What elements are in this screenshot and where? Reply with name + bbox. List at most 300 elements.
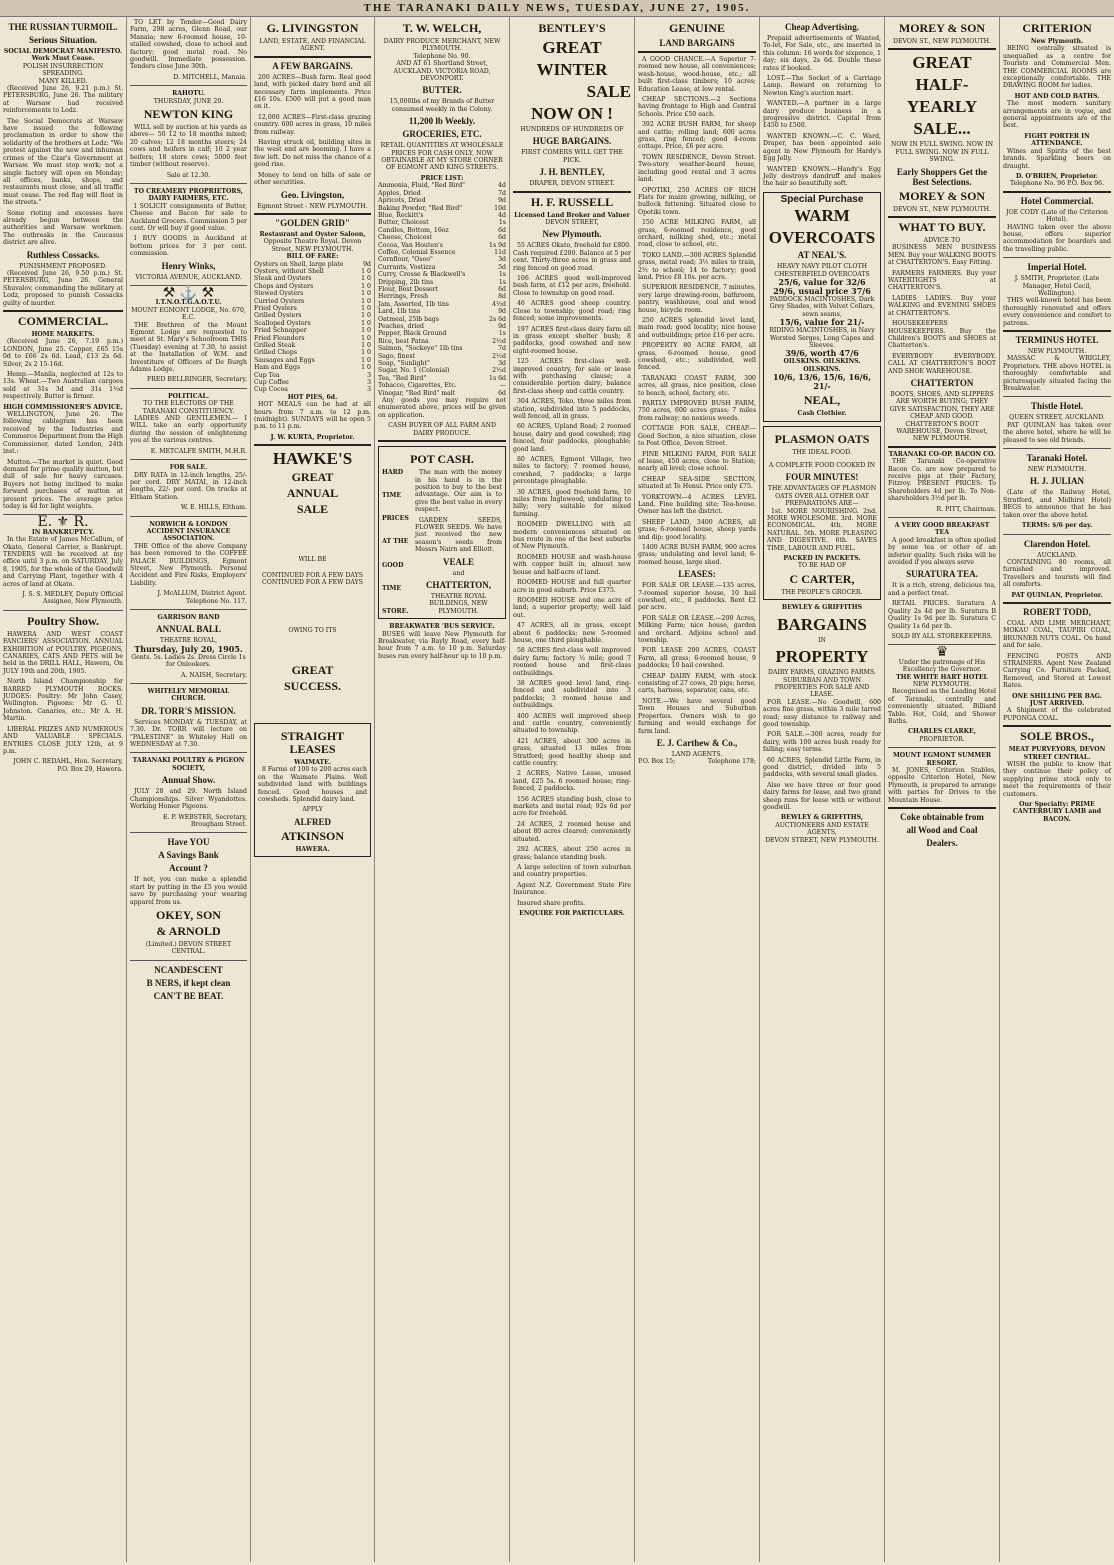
advertiser-title: THE PEOPLE'S GROCER. — [781, 588, 863, 596]
property-listing: OPOTIKI, 250 ACRES OF RICH Flats for maize growing, milking, or bullock fattening. Situated close to Opotiki town. — [638, 186, 756, 216]
advertiser-name: BENTLEY'S — [538, 21, 606, 35]
sale-heading: YEARLY — [906, 97, 978, 117]
lodge-heading: I.T.N.O.T.G.A.O.T.U. — [155, 299, 222, 307]
sale-text: OWING TO ITS — [288, 626, 337, 634]
item-name: Sugar, No. 1 (Colonial) — [378, 367, 450, 375]
price-item — [378, 264, 506, 271]
property-listing: 1400 ACRE BUSH FARM, 900 acres grass; undulating and level land; 6-roomed house, large shed. — [638, 543, 756, 566]
column-carthew — [635, 17, 760, 1562]
ad-heading: RAHOTU. — [172, 90, 205, 98]
item-name: Oatmeal, 25lb bags — [378, 315, 439, 323]
ad-body: THE Taranaki Co-operative Bacon Co. are now prepared to receive pigs at their Factory, Fitzroy. PRESENT PRICES: To Shareholders 4d per lb. To Non-shareholders 3½d per lb. — [888, 458, 996, 503]
item-price: 1 0 — [361, 349, 371, 357]
column-news — [0, 17, 127, 1562]
ad-body: A Shipment of the celebrated PUPONGA COAL. — [1003, 707, 1111, 722]
signature: E. METCALFE SMITH, M.H.R. — [150, 447, 247, 455]
ad-body: 1st. MORE NOURISHING. 2nd. MORE WHOLESOME. 3rd. MORE ECONOMICAL. 4th. MORE NATURAL. 5th. MORE PLEASING AND DIGESTIVE. 6th. SAVES TIME, LABOUR AND FUEL. — [767, 507, 877, 552]
section-heading: Cheap Advertising. — [784, 22, 859, 32]
ad-body: PADDOCK MACINTOSHES, Dark Grey Shades, with Velvet Collars, sewn seams, — [769, 295, 875, 318]
property-listings — [638, 56, 756, 566]
ad-note: FIGHT PORTER IN ATTENDANCE. — [1024, 132, 1090, 148]
item-name: Oysters on Shell, large plate — [254, 260, 344, 268]
hotel-address: NEW PLYMOUTH. — [1027, 348, 1087, 355]
hotel-name: TERMINUS HOTEL — [1015, 335, 1099, 345]
divider — [888, 807, 996, 809]
side-word: GOOD — [382, 561, 404, 569]
advertiser-address: AND AT 61 Shortland Street, AUCKLAND. VICTORIA ROAD, DEVONPORT. — [393, 60, 491, 83]
property-listing: 58 ACRES first-class well improved dairy farm; factory ½ mile; good 7 roomed house and first-class outbuildings. — [513, 647, 631, 677]
menu-item — [254, 364, 371, 371]
lease-listing: CHEAP DAIRY FARM, with stock consisting of 27 cows, 20 pigs; horse, carts, harness, separator, cans, etc. — [638, 672, 756, 695]
listing: 200 ACRES—Bush farm. Real good land, with picked dairy herd and all necessary farm implements. Price £16 10s. £500 will put a good man on it. — [254, 73, 371, 111]
masonic-emblem-icon: ⚒ ⚓ ⚒ — [162, 284, 215, 301]
divider — [130, 683, 247, 684]
column-morey — [885, 17, 1000, 1562]
sale-heading: GREAT — [912, 53, 972, 73]
advertiser-name: & ARNOLD — [156, 923, 221, 938]
ad-body: Any goods you may require not enumerated above, prices will be given on application. — [378, 397, 506, 419]
ad-body: BOOTS, SHOES, AND SLIPPERS ARE WORTH BUYING; THEY GIVE SATISFACTION, THEY ARE CHEAP AND GOOD. CHATTERTON'S BOOT WAREHOUSE, Devon Street, NEW PLYMOUTH. — [889, 390, 995, 443]
item-price: 1 0 — [361, 364, 371, 372]
footer-note: ENQUIRE FOR PARTICULARS. — [519, 909, 625, 917]
lease-listing: FOR LEASE 200 ACRES, COAST Farm, all grass; 6-roomed house, 9 paddocks; 10 bail cowshed. — [638, 647, 756, 670]
subheadline: Serious Situation. — [28, 35, 97, 45]
signature: JOHN C. REDAHL, Hon. Secretary, P.O. Box 29, Hawera. — [13, 758, 123, 773]
price-item — [378, 338, 506, 345]
item-price: 6d — [498, 226, 506, 234]
ad-body: HAVING taken over the above house, offers superior accommodation for boarders and the travelling public. — [1003, 223, 1111, 253]
notice-body: Prepaid advertisements of Wanted, To-let, For Sale, etc., are inserted in this column: 16 words for sixpence, 1 day; six days, 2s 6d. Double these rates if booked. — [763, 35, 881, 72]
price-item — [378, 242, 506, 249]
price-item — [378, 249, 506, 256]
property-listing: 392 ACRE BUSH FARM, for sheep and cattle; rolling land; 600 acres grass, ring fenced; good 4-room cottage. Price, £6 per acre. — [638, 121, 756, 151]
divider — [130, 609, 247, 610]
classified: WANTED KNOWN.—C. C. Ward, Draper, has been appointed sole agent in New Plymouth for Hardy's Egg Jelly. — [763, 132, 881, 163]
item-name: Apples, Dried — [378, 189, 421, 197]
sale-text: Early Shoppers Get the Best Selections. — [896, 166, 988, 187]
sale-heading: WINTER — [536, 60, 608, 79]
royal-crest-icon: ♛ — [935, 644, 949, 661]
divider — [888, 446, 996, 448]
ad-body: RETAIL QUANTITIES AT WHOLESALE PRICES FOR CASH ONLY, NOW OBTAINABLE AT MY STORE CORNER OF EGMONT AND KING STREETS. — [380, 142, 504, 172]
menu-item — [254, 320, 371, 327]
item-name: Cheese, Choicest — [378, 234, 433, 242]
item-name: Pepper, Black Ground — [378, 330, 447, 338]
headline: THE RUSSIAN TURMOIL. — [8, 22, 118, 32]
ad-heading: CAN'T BE BEAT. — [153, 990, 224, 1001]
divider — [1003, 396, 1111, 397]
divider — [254, 56, 371, 58]
item-name: Salmon, "Sockeye" 1lb tins — [378, 345, 463, 353]
advertiser-name: CHATTERTON — [910, 377, 974, 388]
advertiser-address: THEATRE ROYAL BUILDINGS, NEW PLYMOUTH. — [429, 592, 488, 615]
ad-heading: WHAT TO BUY. — [898, 220, 986, 235]
advertiser-name: ATKINSON — [280, 828, 345, 843]
property-listing: YORKTOWN—4 ACRES LEVEL Land. Fine building site; Tea-house. Owner has left the district. — [638, 493, 756, 516]
item-price: 9d — [363, 260, 371, 268]
price-item — [378, 227, 506, 234]
classified: LOST.—The Socket of a Carriage Lamp. Reward on returning to Newton King's auction mart. — [763, 75, 881, 97]
item-price: 6d — [498, 389, 506, 397]
price-item — [378, 375, 506, 382]
neals-ad — [763, 192, 881, 422]
price-item — [378, 323, 506, 330]
event-title: ANNUAL BALL — [156, 624, 221, 635]
ad-body: COAL AND LIME MERCHANT, MOKAU COAL, TAUPIRI COAL, BRUNNER NUTS COAL. On hand and for sale. — [1003, 619, 1111, 650]
proprietor: PAT QUINLAN, Proprietor. — [1011, 591, 1103, 599]
event-title: Annual Show. — [161, 775, 216, 786]
item-name: Vinegar, "Red Bird" malt — [378, 389, 456, 397]
advertiser-address: HAWERA. — [295, 845, 330, 853]
pot-cash-ad — [378, 446, 506, 619]
property-listing: 46 ACRES good sheep country. Close to township; good road; ring fenced; some improvements. — [513, 300, 631, 323]
ad-heading: all Wood and Coal — [906, 825, 978, 836]
item-name: Flour, Best Dessert — [378, 285, 439, 293]
ad-body: Services MONDAY & TUESDAY, at 7.30. Dr. TORR will lecture on "PALESTINE" in Whiteley Hall on WEDNESDAY at 7.30. — [130, 718, 247, 749]
notice-heading: POLITICAL. — [167, 392, 210, 400]
price-item — [378, 182, 506, 189]
item-price: 5d — [498, 263, 506, 271]
ad-heading: PROPERTY — [775, 647, 869, 667]
ad-body: 15,000lbs of my Brands of Butter consumed weekly in the Colony. — [389, 98, 495, 113]
ad-body: EVERYBODY EVERYBODY. CALL AT CHATTERTON'S BOOT AND SHOE WAREHOUSE. — [888, 352, 996, 375]
item-price: 9d — [498, 323, 506, 330]
classified: WANTED.—A partner in a large dairy produce business in a progressive district. Capital from £450 to £500. — [763, 100, 881, 130]
ad-note: TERMS: $/6 per day. — [1021, 522, 1093, 530]
notice-heading: IN BANKRUPTCY. — [31, 528, 95, 536]
side-word: TIME — [382, 492, 402, 500]
signature: D. MITCHELL, Manaia. — [173, 73, 247, 81]
item-price: 11d — [494, 248, 506, 256]
item-name: Scalloped Oysters — [254, 319, 311, 327]
divider — [1003, 191, 1111, 193]
price-line: 10/6, 13/6, 15/6, 16/6, 21/- — [773, 372, 871, 392]
subheadline: MANY KILLED. — [38, 77, 88, 85]
lease-listing: NOTE.—We have several good Town Houses and Suburban Properties. Owners wish to go farming and would exchange for farm land. — [638, 697, 756, 735]
listing: FOR SALE.—300 acres, ready for dairy, with 100 acres bush ready for falling; easy terms. — [763, 731, 881, 754]
advertiser-title: Cash Clothier. — [797, 410, 847, 418]
signature: J. S. S. MEDLEY, Deputy Official Assignee, New Plymouth. — [22, 591, 123, 606]
menu-item — [254, 283, 371, 290]
ad-body: WILL sell by auction at his yards as above— 50 12 to 18 months mixed; 20 calves; 12 18 months steers; 24 cows and heifers in calf; 10 2 year heifers; 18 store cows; 5000 feet timber (without reserve). — [130, 124, 247, 169]
subheadline: POLISH INSURRECTION SPREADING. — [22, 62, 104, 78]
menu-item — [254, 372, 371, 379]
divider — [254, 444, 371, 446]
hotel-name: Imperial Hotel. — [1027, 262, 1087, 273]
sale-text: FIRST COMERS WILL GET THE PICK. — [521, 149, 623, 164]
lease-ad — [254, 723, 371, 857]
menu-heading: BILL OF FARE: — [286, 253, 339, 261]
sale-heading: SUCCESS. — [283, 678, 342, 693]
item-price: 1 0 — [361, 267, 371, 275]
item-name: Curried Oysters — [254, 297, 305, 305]
item-price: 1 0 — [361, 312, 371, 320]
ad-heading: BARGAINS — [777, 614, 867, 634]
advertiser-name: BEWLEY & GRIFFITHS — [781, 604, 863, 612]
advertiser-name: ALFRED — [293, 816, 331, 827]
price-item — [378, 360, 506, 367]
item-price: 3d — [498, 256, 506, 264]
item-name: Grilled Oysters — [254, 312, 302, 320]
item-price: 6d — [498, 234, 506, 242]
hotel-name: Taranaki Hotel. — [1026, 453, 1088, 464]
column-classifieds — [760, 17, 885, 1562]
price-item — [378, 382, 506, 389]
lease-listing: FOR SALE OR LEASE.—200 Acres, Milking Farm; nice house, garden and orchard. Adjoins school and township. — [638, 614, 756, 645]
hotel-address: New Plymouth. — [1030, 38, 1084, 45]
event-title: DR. TORR'S MISSION. — [141, 705, 236, 716]
divider — [888, 517, 996, 518]
menu-item — [254, 312, 371, 319]
ad-heading: FOR SALE. — [169, 464, 208, 472]
property-listing: SHEEP LAND, 3400 ACRES, all grass; 6-roomed house, sheep yards and dip; good locality. — [638, 518, 756, 541]
advertiser-address: VICTORIA AVENUE, AUCKLAND. — [135, 273, 242, 281]
divider — [130, 960, 247, 961]
ad-body: It is a rich, strong, delicious tea, and a perfect treat. — [888, 582, 996, 597]
pot-cash-text — [415, 469, 502, 615]
price-item — [378, 190, 506, 197]
subheadline: Work Must Cease. — [31, 55, 95, 63]
ad-body: FARMERS FARMERS. Buy your WATERTIGHTS at CHATTERTON'S. — [888, 269, 996, 292]
hotel-address: AUCKLAND. — [1037, 551, 1077, 559]
item-price: 1 0 — [361, 304, 371, 312]
ad-body: 8 Farms of 100 to 200 acres each on the Waimate Plains. Well subdivided land with buildings fenced. Good houses and cowsheds. Splendid dairy land. — [258, 766, 367, 803]
sale-heading: NOW ON ! — [531, 104, 613, 123]
advertiser-name: and — [452, 569, 465, 577]
hotel-name: Hotel Commercial. — [1020, 195, 1094, 206]
ad-body: MASSAC & WRIGLEY, Proprietors. THE above HOTEL is thoroughly comfortable and picturesquely situated facing the Breakwater. — [1003, 355, 1111, 393]
signature: J. McALLUM, District Agent. Telephone No. 117. — [157, 590, 247, 605]
item-price: 2½d — [492, 367, 506, 375]
ad-body: OILSKINS. OILSKINS. OILSKINS. — [783, 358, 861, 373]
sale-heading: HALF- — [915, 75, 969, 95]
ad-heading: WHITELEY MEMORIAL CHURCH. — [147, 688, 230, 703]
advertiser-name: OKEY, SON — [156, 907, 221, 922]
advertiser-title: AUCTIONEERS AND ESTATE AGENTS, — [775, 821, 869, 837]
ad-body: JULY 28 and 29. North Island Championships. Silver Wyandottes. Working Homer Pigeons. — [130, 788, 247, 811]
ad-note: Our Specialty: PRIME CANTERBURY LAMB and BACON. — [1012, 801, 1102, 823]
sale-text: NOW IN FULL SWING. NOW IN FULL SWING. NOW IN FULL SWING. — [890, 141, 994, 164]
article-paragraph: Mutton.—The market is quiet. Good demand for prime quality mutton, but dull of sale for heavy carcases. Buyers not being inclined to make forward purchases of mutton at present prices. The average price today is 4d for light weights. — [3, 458, 123, 510]
advertiser-name: SOLE BROS., — [1020, 729, 1094, 744]
item-price: 1 0 — [361, 297, 371, 305]
item-name: Curry, Crosse & Blackwell's — [378, 271, 466, 279]
price-item — [378, 353, 506, 360]
price-item — [378, 367, 506, 374]
divider — [513, 191, 631, 193]
hotel-address: QUEEN STREET, AUCKLAND. — [1009, 414, 1105, 422]
menu-item — [254, 298, 371, 305]
property-listing: PROPERTY 80 ACRE FARM, all grass, 6-roomed house, good cowshed, etc.; subdivided, well fenced. — [638, 342, 756, 372]
property-listing: 30 ACRES, good freehold farm, 10 miles from Inglewood, undulating to hilly; very suitable for mixed farming. — [513, 488, 631, 518]
ad-body: BUSINESS MEN BUSINESS MEN. Buy your WALKING BOOTS at CHATTERTON'S. Easy Fitting. — [888, 244, 996, 267]
item-name: Cup Coffee — [254, 379, 289, 387]
restaurant-subtitle: Restaurant and Oyster Saloon, — [259, 230, 366, 238]
section-heading: COMMERCIAL. — [17, 314, 109, 328]
ad-body: HOT MEALS can be had at all hours from 7 a.m. to 12 p.m. (midnight). SUNDAYS will be open 5 p.m. to 11 p.m. — [254, 401, 371, 431]
brand-name: SURATURA TEA. — [906, 569, 978, 580]
ad-body: M. JONES, Criterion Stables, opposite Criterion Hotel, New Plymouth, is prepared to arrange with parties for Drives to the Mountain House. — [888, 767, 996, 804]
item-price: 1 0 — [361, 342, 371, 349]
ad-note: ONE SHILLING PER BAG. — [1012, 692, 1102, 700]
listing: Having struck oil, building sites in the west end are booming. I have a few left. Do not miss the chance of a good rise. — [254, 139, 371, 169]
advertiser-name: Geo. Livingston, — [280, 189, 345, 200]
item-name: Rice, best Patna — [378, 337, 429, 345]
item-price: 8d — [498, 293, 506, 301]
ad-body: GARDEN SEEDS, FLOWER SEEDS. We have just received the new season's seeds from Messrs Nairn and Elliott. — [415, 516, 502, 554]
sale-heading: ANNUAL — [286, 486, 339, 501]
price-line: 29/6, usual price 37/6 — [773, 285, 871, 296]
item-name: Herrings, Fresh — [378, 293, 429, 301]
item-name: Baking Powder, "Red Bird" — [378, 204, 463, 212]
ad-heading: Account ? — [169, 863, 208, 874]
ad-heading: A VERY GOOD BREAKFAST TEA — [894, 522, 990, 537]
item-name: Chops and Oysters — [254, 282, 314, 290]
divider — [1003, 330, 1111, 332]
listing: Money to lend on bills of sale or other securities. — [254, 171, 371, 187]
property-listing: TOWN RESIDENCE, Devon Street. Two-story weather-board house, including good rental and 3 acres land. — [638, 153, 756, 184]
notice-subheading: TO THE ELECTORS OF THE TARANAKI CONSTITUENCY. — [142, 400, 235, 415]
item-name: Sago, finest — [378, 352, 415, 360]
ad-heading: TO CREAMERY PROPRIETORS, DAIRY FARMERS, ETC. — [134, 187, 243, 203]
divider — [254, 213, 371, 215]
property-listing: TOKO LAND.—300 ACRES Splendid grass, metal road; 3½ miles to train, 2½ to school; 14 to factory; good land. Price £8 10s. per acre. — [638, 251, 756, 281]
ad-heading: NCANDESCENT — [154, 964, 223, 975]
menu-item — [254, 327, 371, 334]
ad-heading: GARRISON BAND — [157, 614, 220, 621]
hotel-address: NEW PLYMOUTH. — [1027, 466, 1087, 474]
hotel-address: NEW PLYMOUTH. — [912, 680, 972, 688]
property-listing: 60 ACRES, Upland Road; 2 roomed house, dairy and good cowshed; ring fenced, four paddocks, ploughable; good land. — [513, 423, 631, 453]
ad-heading: A Savings Bank — [158, 850, 219, 861]
item-name: Tea, "Red Bird" — [378, 374, 427, 382]
proprietor: J. W. KURTA, Proprietor. — [270, 433, 355, 441]
ad-subheading: DAIRY FARMS, GRAZING FARMS. SUBURBAN AND TOWN PROPERTIES FOR SALE AND LEASE. — [768, 669, 876, 699]
sale-heading: HUGE BARGAINS. — [532, 136, 612, 147]
ad-heading: PLASMON OATS — [774, 431, 870, 446]
ad-heading: TARANAKI CO-OP. BACON CO. — [888, 450, 996, 458]
hotel-name: CRITERION — [1022, 21, 1092, 35]
advertiser-name: H. F. RUSSELL — [530, 194, 614, 209]
price-line: 15/6, value for 21/- — [779, 317, 865, 328]
price-line: 39/6, worth 47/6 — [785, 348, 859, 359]
divider — [1003, 725, 1111, 727]
listing: 12,000 ACRES—First-class grazing country. 600 acres in grass, 10 miles from railway. — [254, 113, 371, 136]
sale-heading: GREAT — [542, 38, 602, 57]
price-item — [378, 345, 506, 352]
subheadline: HIGH COMMISSIONER'S ADVICE. — [3, 403, 123, 411]
property-listing: ROOMED HOUSE and full quarter acre in good suburb. Price £375. — [513, 579, 631, 594]
property-listing: 80 ACRES, Egmont Village, two miles to factory; 7 roomed house, cowshed, 7 paddocks; a large percentage ploughable. — [513, 456, 631, 486]
advertiser-name: CHATTERTON, — [425, 579, 492, 590]
item-price: 1 0 — [361, 334, 371, 342]
price-item — [378, 256, 506, 263]
ad-body: WISH the public to know that they continue their policy of supplying prime stock only to meet the requirements of their customers. — [1003, 761, 1111, 798]
ad-body: The most modern sanitary arrangements are in vogue, and general appointments are of the best. — [1003, 100, 1111, 130]
menu-item — [254, 386, 371, 393]
item-price: 1 0 — [361, 290, 371, 298]
restaurant-address: Opposite Theatre Royal. Devon Street, NEW PLYMOUTH. — [263, 238, 362, 253]
divider — [130, 388, 247, 389]
signature: A. NAISH, Secretary. — [180, 671, 247, 679]
item-name: Sausages and Eggs — [254, 356, 315, 364]
advertiser-title: DAIRY PRODUCE MERCHANT, NEW PLYMOUTH. — [383, 38, 501, 53]
price-line: 25/6, value for 32/6 — [778, 276, 866, 287]
po-box: P.O. Box 15; — [638, 758, 676, 766]
ad-note: SOLD BY ALL STOREKEEPERS. — [891, 632, 993, 640]
column-hotels — [1000, 17, 1114, 1562]
divider — [3, 310, 123, 312]
advertiser-address: DEVON ST., NEW PLYMOUTH. — [893, 38, 991, 45]
item-price: 1 0 — [361, 319, 371, 327]
ad-body: FENCING POSTS AND STRAINERS. Agent New Zealand Carrying Co. Furniture Packed, Removed, and Stored at Lowest Rates. — [1003, 652, 1111, 690]
ad-body: A COMPLETE FOOD COOKED IN — [768, 462, 876, 469]
auctioneer-name: NEWTON KING — [143, 107, 234, 122]
property-listing: CHEAP SEA-SIDE SECTION, situated at Te Henui. Price only £75. — [638, 475, 756, 491]
property-listing: PARTLY IMPROVED BUSH FARM, 750 acres, 600 acres grass; 7 miles from railway; no noxious weeds. — [638, 400, 756, 422]
proprietor: J. SMITH, Proprietor. (Late Manager, Hotel Cecil, Wellington). — [1014, 275, 1100, 297]
menu-item — [254, 305, 371, 312]
advertiser-name: C CARTER, — [789, 571, 855, 586]
ad-heading: Poultry Show. — [26, 613, 99, 628]
price-item — [378, 205, 506, 212]
notice-body: LADIES AND GENTLEMEN.— I WILL take an early opportunity during the session of enlightening you at the various centres. — [130, 415, 247, 445]
advertiser-name: ROBERT TODD, — [1023, 606, 1091, 617]
ad-body: RIDING MACINTOSHES, in Navy Worsted Serges, Long Capes and Sleeves. — [769, 327, 875, 349]
divider — [130, 832, 247, 833]
property-listing: FINE MILKING FARM, FOR SALE of lease, 450 acres, close to Station; nearly all level; close school. — [638, 450, 756, 473]
ad-body: LADIES LADIES. Buy your WALKING and EVENING SHOES at CHATTERTON'S. — [888, 294, 996, 317]
item-name: Currants, Vostizza — [378, 263, 436, 271]
advertiser-title: LAND AGENTS. — [671, 750, 723, 758]
ad-body: The man with the money in his hand is in the position to buy to the best advantage. Our aim is to give the best value in every respect. — [415, 469, 502, 514]
item-price: 1 0 — [361, 327, 371, 335]
divider — [888, 48, 996, 50]
property-listing: 24 ACRES, 2 roomed house and about 80 acres cleared; conveniently situated. — [513, 820, 631, 843]
ad-subheading: ADVICE TO — [923, 237, 961, 245]
sale-heading: SALE — [296, 502, 329, 517]
advertiser-name: VEALE — [442, 556, 474, 567]
divider — [378, 440, 506, 442]
property-listing: 400 ACRES well improved sheep and cattle country, conveniently situated to township. — [513, 712, 631, 735]
telephone: Telephone 178; — [707, 758, 756, 766]
proprietor-title: PROPRIETOR. — [919, 735, 965, 743]
item-name: Fried Oysters — [254, 304, 297, 312]
subheadline: SOCIAL DEMOCRAT MANIFESTO. — [3, 48, 123, 55]
item-name: Lard, 1lb tins — [378, 308, 421, 316]
lease-listing: FOR SALE OR LEASE.—135 acres, 7-roomed superior house, 10 bail cowshed, etc., 8 paddocks. Rent £2 per acre. — [638, 582, 756, 612]
article-paragraph: Hemp.—Manila, neglected at 12s to 13s. Wheat.—Two Australian cargoes sold at 31s 3d and 31s 1½d respectively. Butter is firmer. — [3, 371, 123, 401]
ad-heading: NORWICH & LONDON ACCIDENT INSURANCE ASSOCIATION. — [146, 520, 231, 543]
item-name: Fried Flounders — [254, 334, 305, 342]
signature: W. E. HILLS, Eltham. — [180, 504, 247, 512]
menu-item — [254, 357, 371, 364]
divider — [1003, 602, 1111, 604]
column-livingston — [251, 17, 375, 1562]
item-price: 10d — [494, 204, 506, 212]
menu-item — [254, 379, 371, 386]
item-name: Fried Schnapper — [254, 327, 307, 335]
property-listing: COTTAGE FOR SALE, CHEAP.—Good Section, a nice situation, close to Post Office, Devon Street. — [638, 425, 756, 448]
price-item — [378, 219, 506, 226]
sale-heading: GREAT — [291, 470, 334, 485]
item-name: Peaches, dried — [378, 323, 424, 330]
listing: FOR LEASE.—No Goodwill, 600 acres fine grass, within 3 mile tarred road; easy distance to railway and good township. — [763, 698, 881, 728]
headline: Ruthless Cossacks. — [26, 249, 100, 260]
property-listing: 106 ACRES good well-improved bush farm, at £12 per acre, freehold. Close to township on good road. — [513, 275, 631, 297]
ad-note: HOT AND COLD BATHS. — [1014, 92, 1100, 100]
sale-heading: GREAT — [291, 662, 334, 677]
